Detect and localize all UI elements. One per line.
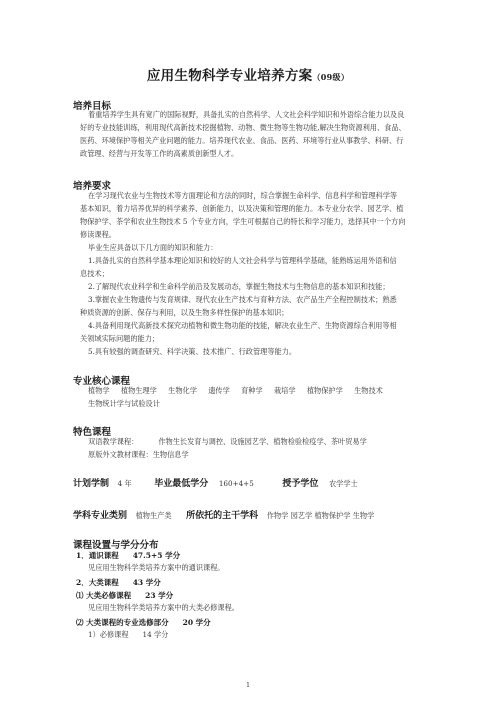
requirement-item: 3.掌握农业生物遗传与发育规律、现代农业生产技术与育种方法、农产品生产全程控制技术；熟悉 — [88, 295, 397, 304]
requirement-item-cont: 种质资源的创新、保存与利用，以及生物多样性保护的基本知识； — [80, 308, 289, 317]
original-value: 生物信息学 — [152, 450, 189, 459]
objective-line: 医药、环境保护等相关产业问题的能力。培养现代农业、食品、医药、环境等行业从事教学、科研、行 — [80, 136, 404, 145]
page-title — [0, 64, 496, 84]
objective-line: 好的专业技能训练，利用现代高新技术挖掘植物、动物、微生物等生物功能,解决生物资源利用、食品、 — [80, 123, 406, 132]
requirement-item-cont: 关领域实际问题的能力； — [80, 334, 160, 343]
category-required-credits: 23 学分 — [145, 591, 174, 600]
requirement-item: 5.具有较强的调查研究、科学决策、技术推广、行政管理等能力。 — [88, 347, 297, 356]
core-courses-heading: 专业核心课程 — [73, 376, 131, 387]
requirement-item: 2.了解现代农业科学和生命科学前沿及发展动态，掌握生物技术与生物信息的基本知识和技能； — [88, 282, 390, 291]
requirements-line: 物保护学、茶学和农业生物技术 5 个专业方向，学生可根据自己的特长和学习能力，选择其中一个方向 — [80, 217, 406, 226]
requirement-item: 4.具备利用现代高新技术探究动植物和微生物功能的技能，解决农业生产、生物资源综合利用等相 — [88, 321, 397, 330]
credits-heading: 课程设置与学分分布 — [73, 540, 159, 551]
page-number: 1 — [246, 682, 250, 689]
general-courses-desc: 见应用生物科学类培养方案中的通识课程。 — [88, 563, 225, 572]
core-course: 育种学 — [241, 386, 263, 395]
credits-value: 160+4+5 — [218, 479, 254, 488]
degree-value: 农学学士 — [328, 479, 358, 488]
core-course: 植物学 — [88, 386, 110, 395]
category-label: 学科专业类别 — [73, 511, 128, 521]
category-courses — [76, 577, 161, 588]
credits-label: 毕业最低学分 — [154, 479, 209, 489]
main-discipline-value: 作物学 园艺学 植物保护学 生物学 — [266, 511, 375, 520]
core-course: 栽培学 — [273, 386, 296, 395]
category-elective-label: ⑵ 大类课程的专业选修部分 — [76, 618, 169, 627]
category-elective — [76, 617, 211, 628]
core-courses-list — [88, 386, 392, 396]
title-text: 应用生物科学专业培养方案 — [146, 68, 313, 84]
bilingual-courses — [88, 437, 367, 447]
elective-required-label: 1）必修课程 — [88, 630, 129, 639]
elective-required — [88, 630, 168, 640]
title-grade: （09级） — [312, 72, 350, 82]
category-required-desc: 见应用生物科学类培养方案中的大类必修课程。 — [88, 603, 239, 612]
category-value: 植物生产类 — [135, 511, 172, 520]
requirements-heading: 培养要求 — [73, 181, 112, 192]
discipline-row — [73, 508, 374, 521]
core-course: 生物技术 — [354, 386, 383, 395]
core-course-extra: 生物统计学与试验设计 — [88, 399, 160, 408]
original-textbook-courses — [88, 450, 189, 460]
general-courses-credits: 47.5+5 学分 — [132, 551, 181, 560]
special-courses-heading: 特色课程 — [73, 427, 112, 438]
core-course: 遗传学 — [208, 386, 230, 395]
requirements-line: 在学习现代农业与生物技术等方面理论和方法的同时，综合掌握生命科学、信息科学和管理科学等 — [88, 191, 398, 200]
core-course: 植物保护学 — [306, 386, 343, 395]
objective-heading: 培养目标 — [73, 101, 112, 112]
category-courses-credits: 43 学分 — [132, 578, 161, 587]
requirement-item-cont: 息技术； — [80, 269, 109, 278]
requirements-line: 修读课程。 — [80, 230, 116, 239]
objective-line: 着重培养学生具有宽广的国际视野，具备扎实的自然科学、人文社会科学知识和外语综合能力以及良 — [88, 110, 405, 119]
requirement-item: 1.具备扎实的自然科学基本理论知识和较好的人文社会科学与管理科学基础，能熟练运用外语和信 — [88, 256, 397, 265]
bilingual-value: 作物生长发育与调控、设施园艺学、植物检验检疫学、茶叶贸易学 — [158, 437, 367, 446]
core-course: 生物化学 — [168, 386, 197, 395]
requirements-intro: 毕业生应具备以下几方面的知识和能力： — [88, 243, 218, 252]
duration-value: 4 年 — [117, 479, 132, 488]
general-courses-label: 1．通识课程 — [76, 551, 119, 560]
general-courses — [76, 550, 180, 561]
category-required — [76, 590, 173, 601]
bilingual-label: 双语教学课程： — [88, 437, 139, 446]
program-row — [73, 476, 358, 489]
category-required-label: ⑴ 大类必修课程 — [76, 591, 132, 600]
duration-label: 计划学制 — [73, 479, 110, 489]
degree-label: 授予学位 — [282, 479, 319, 489]
core-course: 植物生理学 — [120, 386, 157, 395]
elective-required-credits: 14 学分 — [142, 630, 169, 639]
requirements-line: 基本知识，着力培养优异的科学素养、创新能力，以及决策和管理的能力。本专业分农学、园艺学、植 — [80, 204, 404, 213]
original-label: 原版外文教材课程： — [88, 450, 153, 459]
category-courses-label: 2．大类课程 — [76, 578, 119, 587]
objective-line: 政管理、经营与开发等工作的高素质创新型人才。 — [80, 149, 239, 158]
category-elective-credits: 20 学分 — [182, 618, 211, 627]
main-discipline-label: 所依托的主干学科 — [186, 511, 259, 521]
